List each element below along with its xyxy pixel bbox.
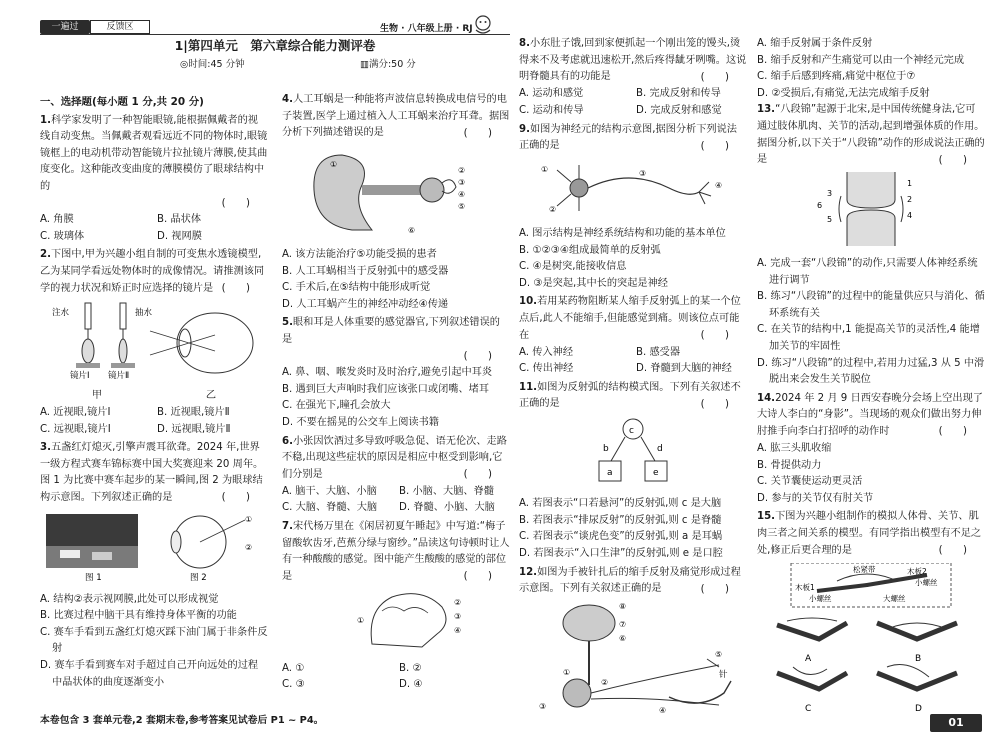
q2-option-b[interactable]: B. 近视眼,镜片Ⅱ: [157, 406, 230, 418]
q6-stem: 小张因饮酒过多导致呼吸急促、语无伦次、走路不稳,出现这些症状的原因是相应中枢受到影响,它们分别是: [282, 435, 507, 480]
q9-option-a[interactable]: A. 图示结构是神经系统结构和功能的基本单位: [519, 227, 726, 239]
q2-fig-lens1: 镜片Ⅰ: [70, 370, 90, 381]
column-4: [757, 36, 985, 744]
q11-reflex-arc-figure: [519, 417, 747, 487]
q5-option-a[interactable]: A. 鼻、咽、喉发炎时及时治疗,避免引起中耳炎: [282, 367, 493, 379]
svg-text:2: 2: [907, 195, 913, 205]
q8-answer-blank[interactable]: ( ): [700, 71, 729, 83]
q1-number: 1.: [40, 114, 51, 126]
svg-text:①: ①: [541, 165, 549, 175]
q15-option-c: C: [805, 703, 812, 714]
svg-text:①: ①: [330, 160, 338, 170]
svg-text:③: ③: [639, 169, 647, 179]
svg-text:⑦: ⑦: [619, 620, 627, 630]
q3-race-eye-figure: [40, 510, 268, 582]
q2-fig-lens2: 镜片Ⅱ: [108, 370, 130, 381]
q12-option-d[interactable]: D. ②受损后,有痛觉,无法完成缩手反射: [757, 87, 930, 99]
q4-number: 4.: [282, 94, 293, 105]
svg-text:c: c: [629, 425, 634, 436]
q14-option-b[interactable]: B. 骨提供动力: [757, 459, 822, 471]
q9-stem: 如图为神经元的结构示意图,据图分析下列说法正确的是: [519, 123, 737, 152]
q7-option-b[interactable]: B. ②: [399, 662, 422, 674]
svg-text:②: ②: [549, 205, 557, 215]
q6-option-a[interactable]: A. 脑干、大脑、小脑: [282, 485, 377, 497]
q6-option-d[interactable]: D. 脊髓、小脑、大脑: [399, 502, 495, 514]
q10-answer-blank[interactable]: ( ): [700, 330, 729, 342]
q8-option-b[interactable]: B. 完成反射和传导: [636, 88, 721, 100]
q3-answer-blank[interactable]: ( ): [221, 492, 250, 504]
svg-text:e: e: [653, 467, 659, 478]
q8-number: 8.: [519, 38, 530, 49]
q11-answer-blank[interactable]: ( ): [700, 399, 729, 411]
q13-answer-blank[interactable]: ( ): [938, 154, 967, 166]
q9-neuron-figure: [519, 158, 747, 216]
page-number: 01: [930, 714, 982, 732]
header-tag-yibianguo: 一遍过: [40, 20, 90, 34]
q9-number: 9.: [519, 123, 530, 135]
q1-stem: 科学家发明了一种智能眼镜,能根据佩戴者的视线自动变焦。当佩戴者观看远近不同的物体时,眼镜镜框上的电动机带动智能镜片拉扯镜片薄膜,使其曲度变化。这种能改变曲度的薄膜模仿了眼球结构中的: [40, 114, 268, 192]
question-3: [40, 440, 268, 691]
q10-number: 10.: [519, 296, 538, 308]
q11-option-c[interactable]: C. 若图表示“谈虎色变”的反射弧,则 a 是耳蜗: [519, 531, 723, 543]
svg-text:①: ①: [563, 668, 571, 678]
q10-option-b[interactable]: B. 感受器: [636, 346, 681, 358]
question-7: [282, 519, 510, 694]
q12-option-b[interactable]: B. 缩手反射和产生痛觉可以由一个神经元完成: [757, 54, 965, 66]
q15-option-a: A: [805, 653, 812, 664]
section-heading: 一、选择题(每小题 1 分,共 20 分): [40, 96, 204, 108]
q3-fig-label-1: ①: [245, 515, 253, 525]
q3-option-b[interactable]: B. 比赛过程中脑干具有维持身体平衡的功能: [40, 610, 237, 622]
q10-option-a[interactable]: A. 传入神经: [519, 346, 574, 358]
q15-option-b: B: [915, 653, 922, 664]
q4-option-c[interactable]: C. 手术后,在⑤结构中能形成听觉: [282, 282, 431, 294]
q4-option-d[interactable]: D. 人工耳蜗产生的神经冲动经④传递: [282, 298, 449, 310]
q2-fig-jia: 甲: [91, 390, 103, 402]
header-tag-feedback: 反馈区: [90, 20, 150, 34]
q2-fig-choushui: 抽水: [135, 307, 153, 318]
q2-option-c[interactable]: C. 远视眼,镜片Ⅰ: [40, 423, 111, 435]
q3-stem: 五盏红灯熄灭,引擎声震耳欲聋。2024 年,世界一级方程式赛车锦标赛中国大奖赛迎来 20 周年。图 1 为比赛中赛车起步的某一瞬间,图 2 为眼球结构示意图。下列叙述正确的是: [40, 442, 264, 503]
q9-option-c[interactable]: C. ④是树突,能接收信息: [519, 261, 627, 273]
q11-option-a[interactable]: A. 若图表示“口若悬河”的反射弧,则 c 是大脑: [519, 498, 722, 510]
q14-number: 14.: [757, 392, 776, 404]
q7-answer-blank[interactable]: ( ): [463, 571, 492, 583]
q4-option-b[interactable]: B. 人工耳蜗相当于反射弧中的感受器: [282, 265, 449, 277]
footer-note: 本卷包含 3 套单元卷,2 套期末卷,参考答案见试卷后 P1 ~ P4。: [40, 715, 324, 726]
q3-fig2-label: 图 2: [190, 573, 207, 583]
question-10: [519, 294, 747, 378]
svg-text:③: ③: [539, 702, 547, 712]
q1-option-c[interactable]: C. 玻璃体: [40, 230, 85, 242]
q13-joint-figure: [757, 172, 985, 246]
q13-option-b[interactable]: B. 练习“八段锦”的过程中的能量供应只与消化、循环系统有关: [757, 291, 985, 319]
q3-option-c[interactable]: C. 赛车手看到五盏红灯熄灭踩下油门属于非条件反射: [40, 626, 268, 655]
q9-answer-blank[interactable]: ( ): [700, 140, 729, 152]
column-1: [40, 92, 268, 693]
svg-text:③: ③: [454, 612, 462, 622]
q15-model-d: [877, 664, 957, 713]
svg-text:4: 4: [907, 211, 913, 221]
svg-text:④: ④: [458, 190, 466, 200]
q2-option-a[interactable]: A. 近视眼,镜片Ⅰ: [40, 406, 111, 418]
q5-number: 5.: [282, 317, 293, 329]
q9-option-d[interactable]: D. ③是突起,其中长的突起是神经: [519, 277, 668, 289]
q8-option-c[interactable]: C. 运动和传导: [519, 104, 584, 116]
svg-text:⑤: ⑤: [458, 202, 466, 212]
q14-option-d[interactable]: D. 参与的关节仅有肘关节: [757, 492, 874, 504]
q11-option-b[interactable]: B. 若图表示“排尿反射”的反射弧,则 c 是脊髓: [519, 514, 722, 526]
q5-option-b[interactable]: B. 遇到巨大声响时我们应该张口或闭嘴、堵耳: [282, 383, 490, 395]
q4-answer-blank[interactable]: ( ): [463, 127, 492, 139]
q15-fig-song: 松紧带: [853, 564, 876, 574]
q4-stem: 人工耳蜗是一种能将声波信息转换成电信号的电子装置,医学上通过植入人工耳蜗来治疗耳聋。据图分析下列描述错误的是: [282, 94, 510, 139]
svg-text:⑤: ⑤: [715, 650, 723, 660]
q7-brain-figure: [282, 589, 510, 651]
svg-text:b: b: [603, 443, 609, 454]
q14-option-c[interactable]: C. 关节囊使运动更灵活: [757, 476, 863, 488]
q6-option-b[interactable]: B. 小脑、大脑、脊髓: [399, 485, 494, 497]
q3-fig-label-2: ②: [245, 543, 253, 553]
q9-option-b[interactable]: B. ①②③④组成最简单的反射弧: [519, 244, 661, 256]
question-8: [519, 36, 747, 120]
q12-number: 12.: [519, 566, 538, 578]
q2-number: 2.: [40, 249, 51, 261]
svg-text:d: d: [657, 443, 663, 454]
svg-text:②: ②: [601, 678, 609, 688]
question-9: [519, 122, 747, 293]
page-title: 1|第四单元 第六章综合能力测评卷: [174, 38, 376, 53]
q2-stem: 下图中,甲为兴趣小组自制的可变焦水透镜模型,乙为某同学看远处物体时的成像情况。请推测该同学的视力状况和矫正时应选择的镜片是: [40, 249, 265, 294]
q13-option-d[interactable]: D. 练习“八段锦”的过程中,若用力过猛,3 从 5 中滑脱出来会发生关节脱位: [757, 357, 985, 386]
q12-answer-blank[interactable]: ( ): [700, 583, 729, 595]
q15-option-d: D: [915, 703, 922, 714]
svg-text:a: a: [607, 467, 613, 478]
q10-option-d[interactable]: D. 脊髓到大脑的神经: [636, 363, 732, 375]
q15-fig-mb1: 木板1: [795, 582, 815, 592]
q11-stem: 如图为反射弧的结构模式图。下列有关叙述不正确的是: [519, 381, 741, 410]
q8-option-d[interactable]: D. 完成反射和感觉: [636, 104, 722, 116]
q5-answer-blank[interactable]: ( ): [463, 350, 492, 362]
question-13: [757, 102, 985, 388]
q8-stem: 小东肚子饿,回到家便抓起一个刚出笼的馒头,烫得来不及考虑就迅速松开,然后疼得龇牙咧嘴。这说明脊髓具有的功能是: [519, 38, 747, 83]
svg-text:3: 3: [827, 189, 833, 199]
q2-fig-zhushui: 注水: [52, 307, 70, 318]
svg-text:④: ④: [454, 626, 462, 636]
q15-model-c: [777, 667, 847, 714]
svg-text:②: ②: [454, 598, 462, 608]
q12-options: [757, 36, 985, 102]
q11-number: 11.: [519, 381, 538, 393]
column-2: [282, 92, 510, 696]
time-label: ◎时间:45 分钟: [180, 59, 245, 70]
q15-stem: 下图为兴趣小组制作的模拟人体骨、关节、肌肉三者之间关系的模型。有同学指出模型有不足之处,修正后更合理的是: [757, 511, 982, 556]
mascot-icon: [470, 14, 496, 36]
q1-option-a[interactable]: A. 角膜: [40, 214, 74, 226]
svg-text:③: ③: [458, 178, 466, 188]
svg-text:④: ④: [659, 706, 667, 716]
q14-answer-blank[interactable]: ( ): [938, 426, 967, 438]
q15-answer-blank[interactable]: ( ): [938, 545, 967, 557]
question-11: [519, 380, 747, 563]
q12-fig-needle: 针: [719, 670, 728, 681]
svg-text:⑧: ⑧: [619, 602, 627, 612]
svg-text:①: ①: [357, 616, 365, 626]
q7-option-a[interactable]: A. ①: [282, 662, 305, 674]
q5-stem: 眼和耳是人体重要的感觉器官,下列叙述错误的是: [282, 317, 500, 345]
q12-option-a[interactable]: A. 缩手反射属于条件反射: [757, 38, 873, 49]
q2-lens-figure: [40, 301, 268, 381]
score-label: ▥满分:50 分: [360, 59, 416, 70]
q1-option-d[interactable]: D. 视网膜: [157, 230, 202, 242]
q1-option-b[interactable]: B. 晶状体: [157, 214, 202, 226]
q15-model-b: [877, 623, 957, 664]
column-3: [519, 36, 747, 729]
q6-answer-blank[interactable]: ( ): [463, 469, 492, 481]
q15-model-figure: [757, 563, 985, 733]
q13-option-c[interactable]: C. 在关节的结构中,1 能提高关节的灵活性,4 能增加关节的牢固性: [757, 324, 980, 352]
q2-option-d[interactable]: D. 远视眼,镜片Ⅱ: [157, 423, 231, 435]
q3-option-a[interactable]: A. 结构②表示视网膜,此处可以形成视觉: [40, 593, 219, 605]
q3-number: 3.: [40, 442, 51, 454]
svg-text:5: 5: [827, 215, 833, 225]
q15-fig-xl2: 小螺丝: [809, 593, 832, 603]
q7-stem: 宋代杨万里在《闲居初夏午睡起》中写道:“梅子留酸软齿牙,芭蕉分绿与窗纱。”品读这句诗顿时让人有一种酸酸的感觉。图中能产生酸酸的感觉的部位是: [282, 521, 510, 582]
q14-option-a[interactable]: A. 肱三头肌收缩: [757, 443, 832, 455]
q11-option-d[interactable]: D. 若图表示“入口生津”的反射弧,则 e 是口腔: [519, 548, 723, 560]
q7-option-d[interactable]: D. ④: [399, 679, 423, 691]
q13-stem: “八段锦”起源于北宋,是中国传统健身法,它可通过肢体肌肉、关节的活动,起到增强体质的作用。据图分析,以下关于“八段锦”动作的形成说法正确的是: [757, 104, 985, 166]
subject-label: 生物 · 八年级上册 · RJ: [380, 24, 473, 34]
question-6: [282, 434, 510, 518]
q10-option-c[interactable]: C. 传出神经: [519, 363, 574, 375]
q15-model-a: [777, 618, 847, 664]
svg-text:④: ④: [715, 181, 723, 191]
q8-option-a[interactable]: A. 运动和感觉: [519, 88, 584, 100]
question-4: [282, 92, 510, 313]
q2-answer-blank[interactable]: ( ): [221, 283, 250, 295]
q5-option-d[interactable]: D. 不要在摇晃的公交车上阅读书籍: [282, 416, 439, 428]
q4-ear-figure: [282, 145, 510, 237]
q15-fig-mb2: 木板2: [907, 566, 927, 576]
q7-number: 7.: [282, 521, 293, 533]
q15-fig-dl: 大螺丝: [883, 593, 906, 603]
question-14: [757, 391, 985, 508]
svg-text:⑥: ⑥: [408, 226, 416, 236]
svg-text:6: 6: [817, 201, 823, 211]
svg-text:1: 1: [907, 179, 913, 189]
q3-option-d[interactable]: D. 赛车手看到赛车对手超过自己开向远处的过程中晶状体的曲度逐渐变小: [40, 660, 259, 688]
q13-number: 13.: [757, 104, 776, 116]
question-5: [282, 315, 510, 431]
svg-text:⑥: ⑥: [619, 634, 627, 644]
q13-option-a[interactable]: A. 完成一套“八段锦”的动作,只需要人体神经系统进行调节: [757, 257, 978, 286]
q5-option-c[interactable]: C. 在强光下,瞳孔会放大: [282, 400, 391, 412]
q15-fig-xl: 小螺丝: [915, 577, 938, 587]
q6-option-c[interactable]: C. 大脑、脊髓、大脑: [282, 502, 378, 514]
question-15: [757, 509, 985, 742]
q4-option-a[interactable]: A. 该方法能治疗⑤功能受损的患者: [282, 248, 437, 260]
q10-stem: 若用某药物阻断某人缩手反射弧上的某一个位点后,此人不能缩手,但能感觉到痛。则该位点可能在: [519, 296, 741, 341]
q12-stem: 如图为手被针扎后的缩手反射及痛觉形成过程示意图。下列有关叙述正确的是: [519, 566, 741, 595]
q1-answer-blank[interactable]: ( ): [221, 197, 250, 209]
q14-stem: 2024 年 2 月 9 日西安春晚分会场上空出现了大诗人李白的“身影”。当现场的观众们做出努力伸肘推手向李白打招呼的动作时: [757, 392, 983, 437]
q12-withdrawal-reflex-figure: [519, 601, 747, 717]
question-1: [40, 113, 268, 246]
question-2: [40, 247, 268, 438]
header-rule: [40, 34, 510, 35]
q12-option-c[interactable]: C. 缩手后感到疼痛,痛觉中枢位于⑦: [757, 71, 916, 83]
q7-option-c[interactable]: C. ③: [282, 679, 305, 691]
q15-number: 15.: [757, 511, 776, 523]
svg-text:②: ②: [458, 166, 466, 176]
q3-fig1-label: 图 1: [85, 573, 102, 583]
question-12: [519, 565, 747, 727]
q2-fig-yi: 乙: [205, 390, 217, 402]
q6-number: 6.: [282, 435, 293, 447]
